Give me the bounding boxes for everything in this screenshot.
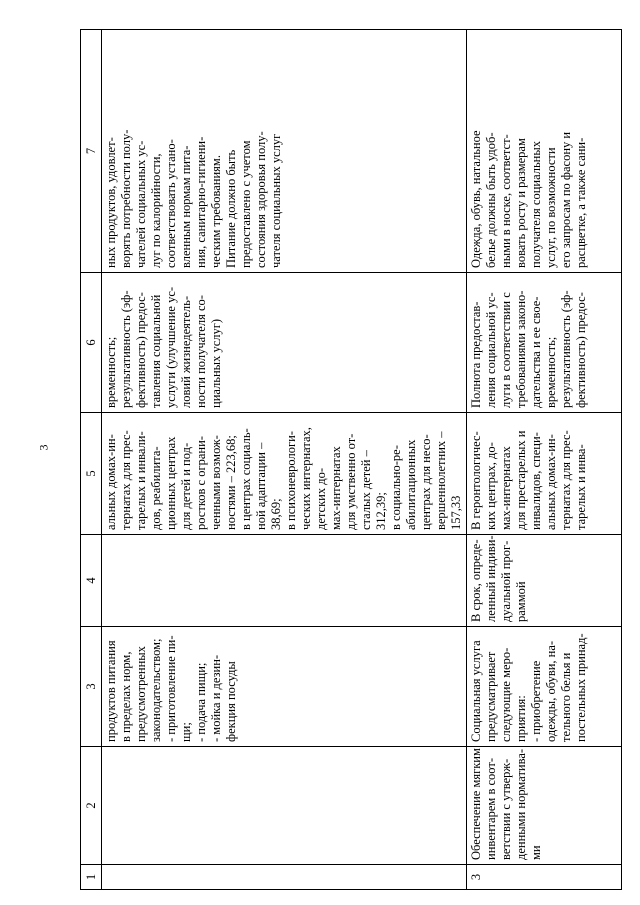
cell-text-line: в центрах социаль- (239, 428, 253, 530)
cell-text-line: состояния здоровья полу- (254, 131, 268, 268)
cell-text-line: щи; (179, 722, 193, 742)
table-cell-col-3 (102, 627, 467, 747)
cell-text-line: Социальная услуга (469, 640, 483, 742)
cell-text-line: для детей и под- (179, 442, 193, 530)
header-row (81, 30, 102, 890)
cell-text-line: центрах для несо- (419, 434, 433, 530)
rotated-table-container (80, 30, 588, 890)
cell-text-line: Обеспечение мягким (469, 748, 483, 860)
cell-text-line: - приготовление пи- (164, 635, 178, 742)
table-row (467, 30, 622, 890)
cell-text-line: вершеннолетних – (434, 431, 448, 530)
cell-text-line: альных домах-ин- (544, 434, 558, 530)
cell-text-line: тельного белья и (559, 652, 573, 742)
cell-text-line: 38,69; (269, 498, 283, 530)
cell-text-line: 157,33 (449, 495, 463, 530)
cell-text-line: тарелых и инвали- (134, 431, 148, 530)
cell-text-line: ческим требованиям. (209, 155, 223, 268)
services-table (80, 29, 622, 890)
table-cell-col-4 (102, 535, 467, 627)
cell-text-line: белье должны быть удоб- (484, 132, 498, 268)
cell-text-line: приятия: (514, 695, 528, 742)
cell-text-line: луг по калорийности, (149, 153, 163, 268)
cell-text-line: в социально-ре- (389, 445, 403, 530)
cell-text-line: циальных услуг) (209, 318, 223, 408)
column-header-2: 2 (81, 747, 102, 865)
table-cell-col-3 (467, 627, 622, 747)
cell-text-line: Одежда, обувь, натальное (469, 130, 483, 268)
cell-text-line: - мойка и дезин- (209, 654, 223, 742)
cell-text-line: мах-интернатах (329, 446, 343, 530)
table-cell-col-6 (102, 273, 467, 413)
cell-text-line: тернатах для прес- (559, 430, 573, 530)
cell-text-line: - подача пищи; (194, 662, 208, 742)
page-number: 3 (36, 444, 51, 451)
cell-text-line: абилитационных (404, 439, 418, 530)
cell-text-line: луги в соответствии с (499, 292, 513, 408)
cell-text-line: вовать росту и размерам (514, 138, 528, 268)
column-header-1: 1 (81, 865, 102, 890)
cell-text-line: фекция посуды (224, 661, 238, 742)
column-header-5: 5 (81, 413, 102, 535)
cell-text-line: результативность (эф- (559, 290, 573, 408)
table-row (102, 30, 467, 890)
cell-text-line: 312,39; (374, 492, 388, 530)
cell-text-line: ческих интернатах, (299, 427, 313, 530)
cell-text-line: дательства и ее свое- (529, 296, 543, 408)
cell-text-line: для престарелых и (514, 430, 528, 530)
cell-text-line: раммой (514, 581, 528, 622)
cell-text-line: Питание должно быть (224, 149, 238, 268)
cell-text-line: чателя социальных услуг (269, 133, 283, 268)
cell-text-line: его запросам по фасону и (559, 131, 573, 268)
table-cell-col-6 (467, 273, 622, 413)
cell-text-line: результативность (эф- (119, 290, 133, 408)
cell-text-line: денными норматива- (514, 748, 528, 860)
cell-text-line: детских до- (314, 468, 328, 530)
table-cell-col-5 (102, 413, 467, 535)
cell-text-line: альных домах-ин- (104, 434, 118, 530)
cell-text-line: мах-интернатах (499, 446, 513, 530)
cell-text-line: ченными возмож- (209, 435, 223, 530)
cell-text-line: дуальной прог- (499, 540, 513, 622)
cell-text-line: тернатах для прес- (119, 430, 133, 530)
cell-text-line: инвентарем в соот- (484, 758, 498, 860)
table-cell-col-7 (102, 30, 467, 273)
cell-text-line: ными в носке, соответст- (499, 134, 513, 268)
table-cell-col-2 (467, 747, 622, 865)
cell-text-line: в пределах норм, (119, 651, 133, 742)
cell-text-line: требованиями законо- (514, 290, 528, 408)
table-cell-col-7 (467, 30, 622, 273)
cell-text-line: ветствии с утверж- (499, 758, 513, 860)
table-cell-col-2 (102, 747, 467, 865)
cell-text-line: следующие меро- (499, 647, 513, 742)
cell-text-line: - приобретение (529, 660, 543, 742)
cell-text-line: услуг, по возможности (544, 147, 558, 268)
cell-text-line: Полнота предостав- (469, 301, 483, 408)
cell-text-line: ления социальной ус- (484, 292, 498, 408)
cell-text-line: ловий жизнедеятель- (179, 296, 193, 408)
table-cell-col-5 (467, 413, 622, 535)
column-header-4: 4 (81, 535, 102, 627)
cell-text-line: ной адаптации – (254, 442, 268, 530)
cell-text-line: ционных центрах (164, 436, 178, 530)
cell-text-line: вленным нормам пита- (179, 145, 193, 268)
column-header-3: 3 (81, 627, 102, 747)
cell-text-line: предоставлено с учетом (239, 140, 253, 268)
cell-text-line: предусматривает (484, 651, 498, 742)
cell-text-line: фективность) предос- (574, 292, 588, 408)
cell-text-line: услуги (улучшение ус- (164, 286, 178, 408)
cell-text-line: одежды, обуви, на- (544, 640, 558, 742)
cell-text-line: ворять потребности полу- (119, 129, 133, 268)
cell-text-line: ми (529, 845, 543, 860)
cell-text-line: ностями – 223,68; (224, 435, 238, 530)
cell-text-line: ных продуктов, удовлет- (104, 137, 118, 268)
cell-text-line: ростков с ограни- (194, 436, 208, 530)
cell-text-line: сталых детей – (359, 450, 373, 530)
cell-text-line: В геронтологичес- (469, 431, 483, 530)
cell-text-line: ленный индиви- (484, 535, 498, 622)
table-cell-col-4 (467, 535, 622, 627)
cell-text-line: фективность) предос- (134, 292, 148, 408)
cell-text-line: продуктов питания (104, 640, 118, 742)
cell-text-line: дов, реабилита- (149, 446, 163, 530)
cell-text-line: соответствовать устано- (164, 139, 178, 268)
table-cell-col-1 (467, 865, 622, 890)
cell-text-line: тавления социальной (149, 294, 163, 408)
cell-text-line: чателей социальных ус- (134, 140, 148, 268)
cell-text-line: ния, санитарно-гигиени- (194, 136, 208, 268)
document-page (80, 30, 588, 890)
cell-text-line: постельных принад- (574, 633, 588, 742)
column-header-7: 7 (81, 30, 102, 273)
cell-text-line: инвалидов, специ- (529, 432, 543, 530)
cell-text-line: ности получателя со- (194, 295, 208, 408)
cell-text-line: предусмотренных (134, 646, 148, 742)
cell-text-line: для умственно от- (344, 433, 358, 530)
cell-text-line: временность; (544, 336, 558, 408)
table-cell-col-1 (102, 865, 467, 890)
cell-text-line: временность; (104, 336, 118, 408)
cell-text-line: получателя социальных (529, 140, 543, 268)
column-header-6: 6 (81, 273, 102, 413)
cell-text-line: ких центрах, до- (484, 442, 498, 530)
cell-text-line: в психоневрологи- (284, 431, 298, 530)
cell-text-line: В срок, опреде- (469, 539, 483, 622)
cell-text-line: законодательством; (149, 638, 163, 742)
cell-text-line: расцветке, а также сани- (574, 137, 588, 268)
cell-text-line: 3 (469, 873, 483, 881)
cell-text-line: тарелых и инва- (574, 444, 588, 530)
